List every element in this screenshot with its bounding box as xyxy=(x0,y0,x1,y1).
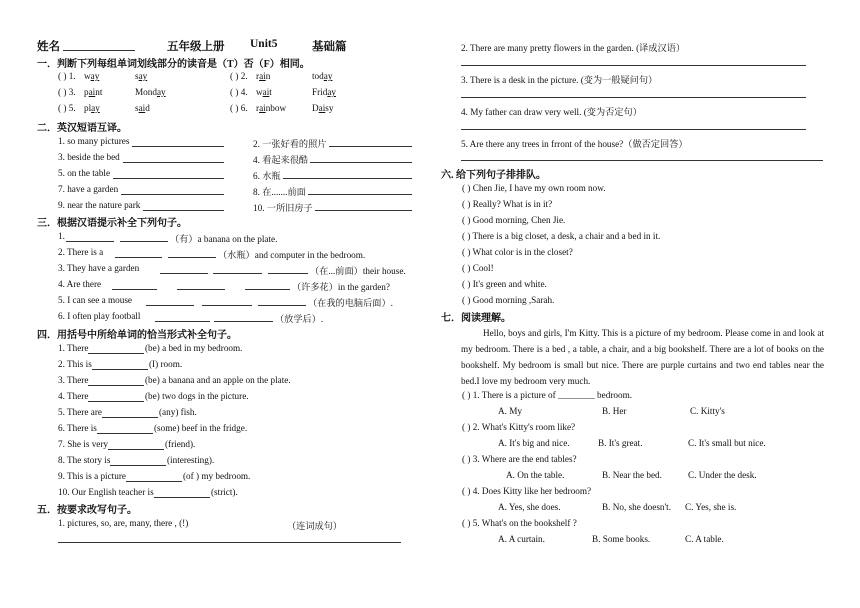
phrase-en: 1. so many pictures xyxy=(58,136,130,146)
answer-blank[interactable] xyxy=(146,305,194,306)
answer-blank[interactable] xyxy=(268,273,308,274)
answer-blank[interactable] xyxy=(113,178,224,179)
underlined-letters: ai xyxy=(259,103,266,113)
order-item[interactable]: ( ) Really? What is in it? xyxy=(462,199,553,209)
answer-blank[interactable] xyxy=(88,385,144,386)
answer-bracket[interactable]: ( ) 6. xyxy=(230,103,248,113)
hint-text: （水瓶）and computer in the bedroom. xyxy=(218,250,366,260)
sentence-start: 4. There xyxy=(58,391,89,401)
word-part: s xyxy=(135,103,139,113)
phrase-zh: 8. 在.......前面 xyxy=(253,187,306,197)
level-label: 基础篇 xyxy=(312,41,347,53)
word-part: p xyxy=(84,87,89,97)
word-hint: (of ) my bedroom. xyxy=(183,471,251,481)
answer-blank[interactable] xyxy=(108,449,164,450)
name-blank[interactable] xyxy=(63,50,135,51)
answer-blank[interactable] xyxy=(329,146,412,147)
sentence-start: 1. There xyxy=(58,343,89,353)
word-hint: (be) two dogs in the picture. xyxy=(145,391,249,401)
option-b[interactable]: B. Near the bed. xyxy=(602,470,662,480)
underlined-letters: ay xyxy=(323,71,333,81)
sentence-start: 10. Our English teacher is xyxy=(58,487,154,497)
order-item[interactable]: ( ) Chen Jie, I have my own room now. xyxy=(462,183,606,193)
answer-blank[interactable] xyxy=(112,289,157,290)
answer-blank[interactable] xyxy=(97,433,153,434)
hint-text: （有）a banana on the plate. xyxy=(170,234,278,244)
word xyxy=(135,87,166,97)
sentence-start: 8. The story is xyxy=(58,455,111,465)
order-item[interactable]: ( ) What color is in the closet? xyxy=(462,247,573,257)
answer-blank[interactable] xyxy=(143,210,224,211)
answer-blank[interactable] xyxy=(121,194,224,195)
underlined-letters: ay xyxy=(138,71,148,81)
option-b[interactable]: B. No, she doesn't. xyxy=(602,502,672,512)
section-1-title: 一．判断下列每组单词划线部分的读音是（T）否（F）相同。 xyxy=(37,59,310,70)
section-5-title: 五．按要求改写句子。 xyxy=(37,505,137,516)
word xyxy=(312,103,333,113)
word-hint: (interesting). xyxy=(167,455,215,465)
word xyxy=(84,103,100,113)
answer-blank[interactable] xyxy=(126,481,182,482)
underlined-letters: ai xyxy=(262,87,270,97)
answer-blank[interactable] xyxy=(177,289,225,290)
word-part: Frid xyxy=(312,87,328,97)
answer-blank[interactable] xyxy=(92,369,148,370)
sentence-start: 6. I often play football xyxy=(58,311,141,321)
option-b[interactable]: B. Some books. xyxy=(592,534,651,544)
sentence-start: 7. She is very xyxy=(58,439,109,449)
word-part: pl xyxy=(84,103,92,113)
answer-blank[interactable] xyxy=(123,162,224,163)
sentence-start: 2. There is a xyxy=(58,247,104,257)
answer-blank[interactable] xyxy=(102,417,158,418)
sentence-start: 2. This is xyxy=(58,359,92,369)
answer-blank[interactable] xyxy=(120,241,168,242)
hint-text: （在...前面）their house. xyxy=(310,266,406,276)
option-a[interactable]: A. It's big and nice. xyxy=(498,438,570,448)
phrase-zh: 6. 水瓶 xyxy=(253,171,281,181)
word-part: D xyxy=(312,103,319,113)
underlined-letters: ai xyxy=(259,71,266,81)
word-part: s xyxy=(135,71,139,81)
section-2-title: 二．英汉短语互译。 xyxy=(37,123,127,134)
answer-blank[interactable] xyxy=(310,162,412,163)
phrase-zh: 2. 一张好看的照片 xyxy=(253,139,327,149)
phrase-en: 5. on the table xyxy=(58,168,111,178)
word-hint: (strict). xyxy=(211,487,238,497)
name-label: 姓名 xyxy=(37,41,60,53)
underlined-letters: ay xyxy=(327,87,336,97)
answer-blank[interactable] xyxy=(308,194,412,195)
word-hint: (be) a bed in my bedroom. xyxy=(145,343,243,353)
word-hint: (some) beef in the fridge. xyxy=(154,423,248,433)
unit-label: Unit5 xyxy=(250,38,278,50)
question-text: ( ) 3. Where are the end tables? xyxy=(462,454,577,464)
order-item[interactable]: ( ) Good morning, Chen Jie. xyxy=(462,215,566,225)
section-7-title: 七．阅读理解。 xyxy=(441,313,511,324)
word-part: sy xyxy=(325,103,334,113)
hint-text: （放学后）. xyxy=(275,314,324,324)
word-part: tod xyxy=(312,71,324,81)
underlined-letters: ai xyxy=(88,87,96,97)
phrase-en: 9. near the nature park xyxy=(58,200,141,210)
s5-q3: 3. There is a desk in the picture. (变为一般疑问句） xyxy=(461,75,658,85)
answer-blank[interactable] xyxy=(315,210,412,211)
answer-blank[interactable] xyxy=(258,305,306,306)
question-text: ( ) 5. What's on the bookshelf ? xyxy=(462,518,577,528)
answer-blank[interactable] xyxy=(168,257,216,258)
order-item[interactable]: ( ) Good morning ,Sarah. xyxy=(462,295,555,305)
answer-bracket[interactable]: ( ) 1. xyxy=(58,71,76,81)
word-hint: (friend). xyxy=(165,439,196,449)
question-text: ( ) 1. There is a picture of ________ bedroom. xyxy=(462,390,633,400)
section-6-title: 六. 给下列句子排排队。 xyxy=(441,170,546,181)
word xyxy=(256,87,272,97)
order-item[interactable]: ( ) There is a big closet, a desk, a chair and a bed in it. xyxy=(462,231,661,241)
option-c[interactable]: C. Under the desk. xyxy=(688,470,757,480)
s5-q1-hint: （连词成句） xyxy=(287,521,343,531)
answer-blank[interactable] xyxy=(160,273,208,274)
word xyxy=(135,103,150,113)
option-a[interactable]: A. On the table. xyxy=(506,470,565,480)
s5-q2: 2. There are many pretty flowers in the garden. (译成汉语） xyxy=(461,43,686,53)
phrase-zh: 10. 一所旧房子 xyxy=(253,203,313,213)
option-a[interactable]: A. My xyxy=(498,406,522,416)
answer-blank[interactable] xyxy=(66,241,114,242)
word-part: n xyxy=(265,71,271,81)
s5-q3-answer-line[interactable] xyxy=(461,97,806,98)
word-part: Mond xyxy=(135,87,157,97)
underlined-letters: ay xyxy=(90,71,100,81)
word xyxy=(84,87,102,97)
answer-bracket[interactable]: ( ) 4. xyxy=(230,87,248,97)
option-c[interactable]: C. Yes, she is. xyxy=(685,502,737,512)
word-part: nt xyxy=(95,87,103,97)
s5-q2-answer-line[interactable] xyxy=(461,65,806,66)
order-item[interactable]: ( ) It's green and white. xyxy=(462,279,547,289)
hint-text: （在我的电脑后面）. xyxy=(308,298,393,308)
answer-blank[interactable] xyxy=(245,289,290,290)
s5-q4-answer-line[interactable] xyxy=(461,129,806,130)
answer-blank[interactable] xyxy=(132,146,224,147)
s5-q4: 4. My father can draw very well. (变为否定句） xyxy=(461,107,642,117)
sentence-start: 4. Are there xyxy=(58,279,102,289)
s5-q5: 5. Are there any trees in frront of the house?（做否定回答） xyxy=(461,139,688,149)
s5-q1-words: 1. pictures, so, are, many, there , (!) xyxy=(58,518,189,528)
word xyxy=(84,71,99,81)
option-c[interactable]: C. It's small but nice. xyxy=(688,438,766,448)
word xyxy=(256,103,286,113)
answer-blank[interactable] xyxy=(202,305,252,306)
underlined-letters: ai xyxy=(318,103,326,113)
reading-passage: Hello, boys and girls, I'm Kitty. This is a picture of my bedroom. Please come in and look at my bedroom. There is a bed , a table, a chair, and a big bookshelf. There are a lot of books on the bookshelf. My bedroom is small but nice. There are purple curtains and two end tables near the bed.I love my bedroom very much. xyxy=(461,328,824,386)
phrase-en: 7. have a garden xyxy=(58,184,119,194)
word-hint: (be) a banana and an apple on the plate. xyxy=(145,375,291,385)
word-part: r xyxy=(256,71,260,81)
word-part: r xyxy=(256,103,260,113)
option-a[interactable]: A. Yes, she does. xyxy=(498,502,561,512)
answer-bracket[interactable]: ( ) 5. xyxy=(58,103,76,113)
word-part: d xyxy=(145,103,150,113)
answer-blank[interactable] xyxy=(213,273,262,274)
sentence-start: 5. I can see a mouse xyxy=(58,295,132,305)
answer-blank[interactable] xyxy=(283,178,412,179)
word xyxy=(256,71,270,81)
answer-blank[interactable] xyxy=(155,321,210,322)
answer-blank[interactable] xyxy=(110,465,166,466)
sentence-start: 5. There are xyxy=(58,407,102,417)
answer-blank[interactable] xyxy=(154,497,210,498)
word xyxy=(135,71,147,81)
section-3-title: 三．根据汉语提示补全下列句子。 xyxy=(37,218,187,229)
section-4-title: 四．用括号中所给单词的恰当形式补全句子。 xyxy=(37,330,237,341)
sentence-start: 3. There xyxy=(58,375,89,385)
word-hint: (any) fish. xyxy=(159,407,197,417)
underlined-letters: ay xyxy=(156,87,166,97)
option-a[interactable]: A. A curtain. xyxy=(498,534,545,544)
underlined-letters: ay xyxy=(91,103,100,113)
phrase-zh: 4. 看起来很酷 xyxy=(253,155,309,165)
word-part: w xyxy=(256,87,263,97)
word xyxy=(312,87,336,97)
option-b[interactable]: B. Her xyxy=(602,406,627,416)
word-part: w xyxy=(84,71,91,81)
sentence-start: 9. This is a picture xyxy=(58,471,126,481)
answer-blank[interactable] xyxy=(115,257,162,258)
question-text: ( ) 2. What's Kitty's room like? xyxy=(462,422,576,432)
word xyxy=(312,71,332,81)
answer-blank[interactable] xyxy=(88,401,144,402)
sentence-start: 3. They have a garden xyxy=(58,263,140,273)
question-text: ( ) 4. Does Kitty like her bedroom? xyxy=(462,486,592,496)
word-part: t xyxy=(269,87,272,97)
option-c[interactable]: C. A table. xyxy=(685,534,724,544)
s5-q1-answer-line[interactable] xyxy=(58,542,401,543)
answer-bracket[interactable]: ( ) 3. xyxy=(58,87,76,97)
underlined-letters: ai xyxy=(138,103,146,113)
sentence-start: 1. xyxy=(58,231,65,241)
word-part: nbow xyxy=(265,103,287,113)
grade-label: 五年级上册 xyxy=(167,41,225,53)
sentence-start: 6. There is xyxy=(58,423,97,433)
word-hint: (I) room. xyxy=(149,359,183,369)
hint-text: （许多花）in the garden? xyxy=(292,282,390,292)
answer-bracket[interactable]: ( ) 2. xyxy=(230,71,248,81)
answer-blank[interactable] xyxy=(214,321,273,322)
phrase-en: 3. beside the bed xyxy=(58,152,120,162)
option-b[interactable]: B. It's great. xyxy=(598,438,643,448)
s5-q5-answer-line[interactable] xyxy=(461,160,823,161)
option-c[interactable]: C. Kitty's xyxy=(690,406,725,416)
answer-blank[interactable] xyxy=(88,353,144,354)
order-item[interactable]: ( ) Cool! xyxy=(462,263,494,273)
